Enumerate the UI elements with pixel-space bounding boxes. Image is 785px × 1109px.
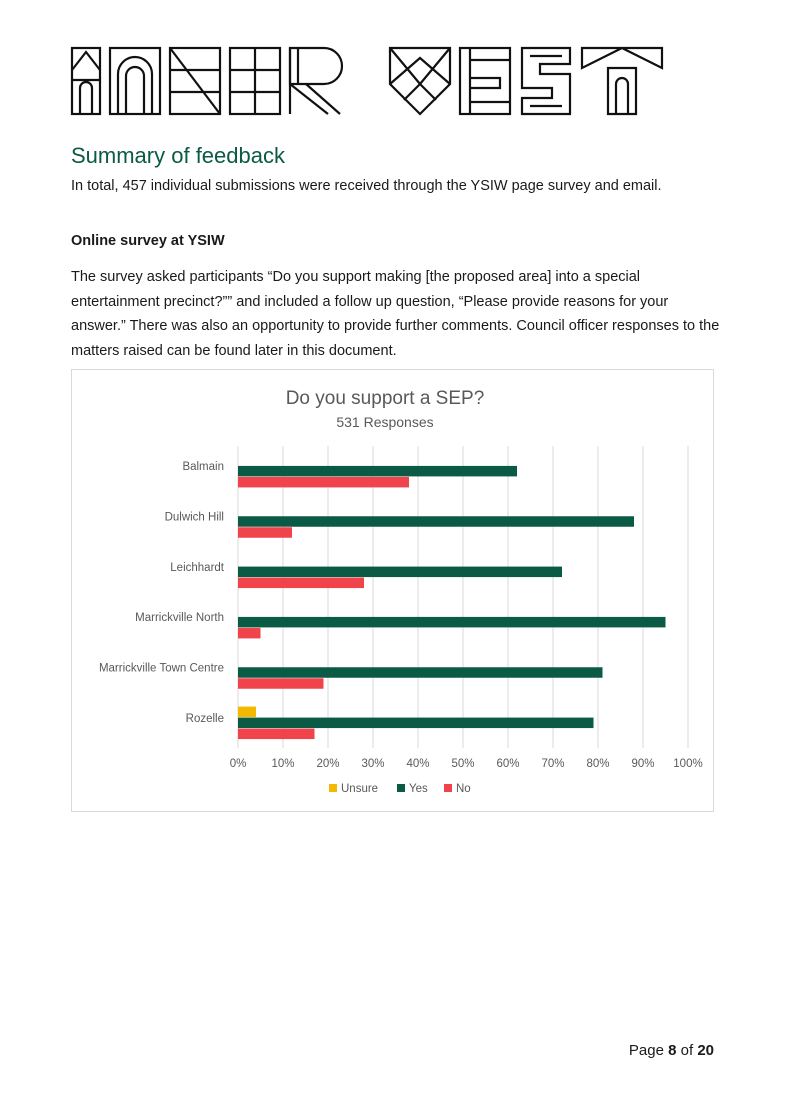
category-label: Marrickville Town Centre <box>98 662 224 675</box>
x-tick-label: 10% <box>271 758 295 770</box>
sep-support-chart <box>71 369 714 812</box>
legend-swatch-yes <box>397 784 405 792</box>
category-label: Marrickville North <box>135 612 224 625</box>
x-tick-label: 40% <box>406 758 430 770</box>
logo-artwork <box>70 44 670 118</box>
bar-no <box>238 527 292 538</box>
intro-paragraph: In total, 457 individual submissions were received through the YSIW page survey and email. <box>71 178 662 194</box>
inner-west-logo <box>70 44 670 118</box>
x-tick-label: 60% <box>496 758 520 770</box>
bar-yes <box>238 667 603 678</box>
bar-no <box>238 729 315 740</box>
bar-yes <box>238 567 562 578</box>
section-subheading: Online survey at YSIW <box>71 233 225 249</box>
legend-label-unsure: Unsure <box>341 783 379 795</box>
legend-label-yes: Yes <box>409 783 428 795</box>
legend-swatch-unsure <box>329 784 337 792</box>
page-prefix: Page <box>628 1042 664 1059</box>
chart-subtitle: 531 Responses <box>336 414 434 430</box>
survey-description: The survey asked participants “Do you support making [the proposed area] into a special entertainment precinct?”” and included a follow up question, “Please provide reasons for your answer.” There was also an opportunity to provide further comments. Council officer responses to the matters raised can be found later in this document. <box>71 269 720 359</box>
x-tick-label: 50% <box>451 758 475 770</box>
page-current: 8 <box>668 1042 677 1059</box>
bar-unsure <box>238 707 256 718</box>
page-total: 20 <box>697 1042 714 1059</box>
bar-yes <box>238 617 666 628</box>
chart-category-labels <box>99 461 225 725</box>
chart-title: Do you support a SEP? <box>285 388 485 409</box>
bar-no <box>238 678 324 689</box>
bar-no <box>238 628 261 639</box>
x-tick-label: 100% <box>673 758 703 770</box>
category-label: Rozelle <box>185 712 224 725</box>
x-tick-label: 80% <box>586 758 610 770</box>
x-tick-label: 30% <box>361 758 385 770</box>
x-tick-label: 90% <box>631 758 655 770</box>
x-tick-label: 20% <box>316 758 340 770</box>
category-label: Balmain <box>182 461 224 474</box>
x-tick-label: 70% <box>541 758 565 770</box>
bar-no <box>238 477 409 488</box>
category-label: Leichhardt <box>170 561 224 574</box>
category-label: Dulwich Hill <box>164 511 224 524</box>
page-of: of <box>680 1042 694 1059</box>
x-tick-label: 0% <box>229 758 247 770</box>
bar-yes <box>238 466 517 477</box>
bar-yes <box>238 718 594 729</box>
chart-canvas <box>72 370 713 811</box>
bar-no <box>238 578 364 589</box>
legend-label-no: No <box>456 783 471 795</box>
chart-bars <box>238 466 666 739</box>
page-heading: Summary of feedback <box>71 143 285 168</box>
chart-gridlines <box>238 446 688 748</box>
chart-x-ticks <box>230 758 703 770</box>
bar-yes <box>238 516 634 527</box>
legend-swatch-no <box>444 784 452 792</box>
chart-legend <box>329 783 471 795</box>
page-number <box>629 1042 714 1059</box>
